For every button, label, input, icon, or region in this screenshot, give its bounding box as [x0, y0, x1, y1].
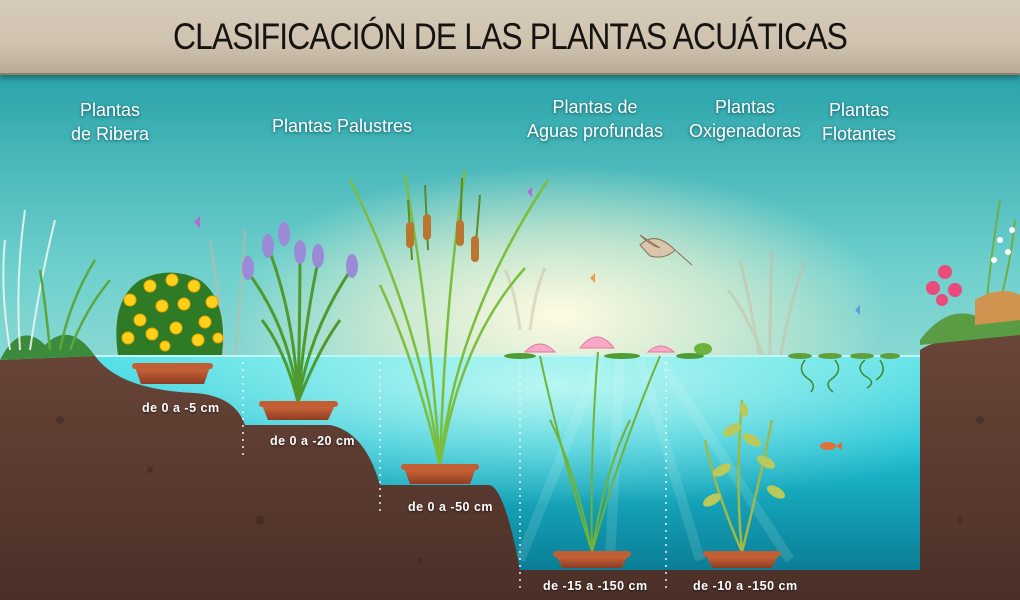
- category-line: Aguas profundas: [526, 121, 664, 141]
- category-line: Oxigenadoras: [688, 121, 802, 141]
- category-line: Plantas de: [552, 97, 638, 117]
- page-title: CLASIFICACIÓN DE LAS PLANTAS ACUÁTICAS: [172, 16, 848, 57]
- depth-label-palustres: de 0 a -20 cm: [270, 434, 356, 448]
- label-plantas-flotantes: [814, 98, 904, 146]
- pot-cattails: [404, 468, 476, 484]
- category-line: Plantas: [714, 97, 776, 117]
- pot-palustres: [262, 405, 335, 420]
- pot-ribera: [135, 367, 210, 384]
- label-plantas-de-ribera: [58, 98, 162, 146]
- category-line: Plantas: [79, 100, 141, 120]
- label-plantas-palustres: [262, 114, 422, 138]
- depth-label-cattails: de 0 a -50 cm: [408, 500, 494, 514]
- category-line: de Ribera: [70, 124, 150, 144]
- depth-label-ribera: de 0 a -5 cm: [142, 401, 220, 415]
- label-plantas-oxigenadoras: [684, 95, 806, 143]
- category-line: Plantas Palustres: [271, 116, 413, 136]
- category-line: Flotantes: [821, 124, 897, 144]
- title-banner: [0, 0, 1020, 75]
- label-plantas-de-aguas-profundas: [520, 95, 670, 143]
- frog: [694, 343, 712, 355]
- category-line: Plantas: [828, 100, 890, 120]
- depth-label-oxigenadoras: de -10 a -150 cm: [693, 579, 798, 593]
- depth-label-aguas-profundas: de -15 a -150 cm: [543, 579, 648, 593]
- plant-ribera: [116, 273, 223, 385]
